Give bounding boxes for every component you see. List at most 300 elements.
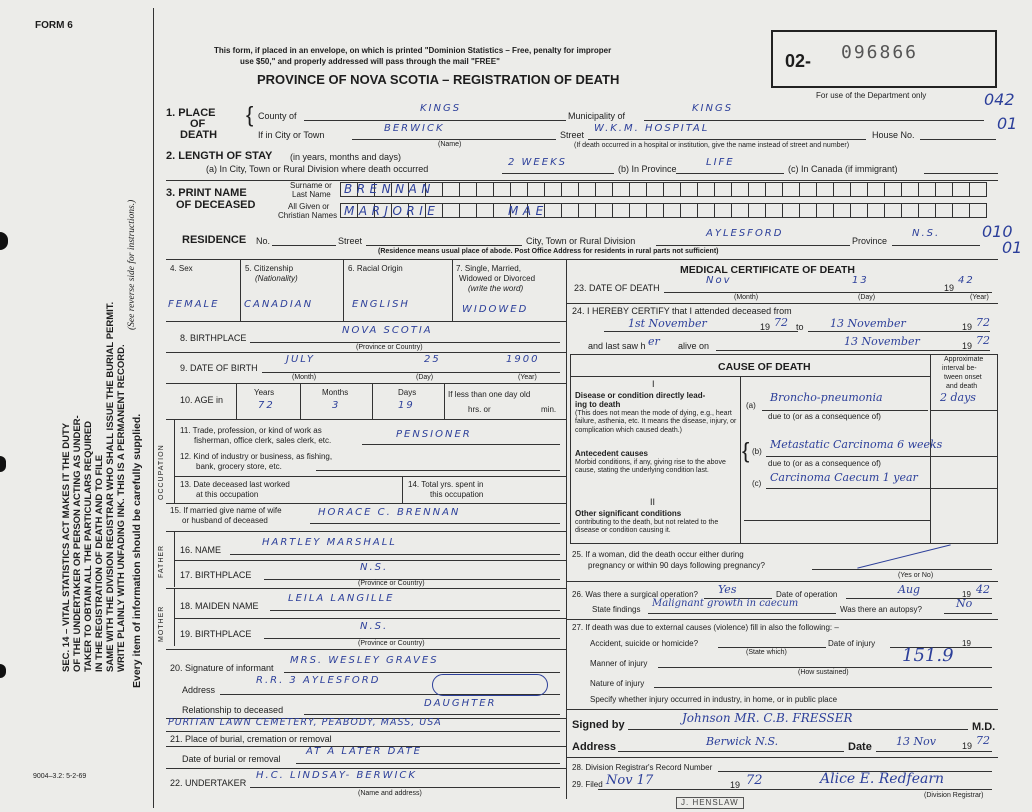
name-letter-box: [731, 203, 749, 218]
years-spent-label: 14. Total yrs. spent in: [408, 480, 484, 489]
name-letter-box: [510, 182, 528, 197]
given-label: All Given or: [288, 202, 330, 211]
occupation-side-label: OCCUPATION: [158, 444, 165, 500]
side-instruction-5: SAME WITH THE DIVISION REGISTRAR WHO SHALL ISSUE THE BURIAL PERMIT.: [105, 301, 116, 672]
hours-label: hrs. or: [468, 405, 491, 414]
alive-on-year-prefix: 19: [962, 341, 973, 351]
part-one-marker: I: [652, 379, 655, 389]
attended-to-year-prefix: 19: [962, 322, 973, 332]
interval-label-4: and death: [946, 383, 978, 390]
side-instruction-7: (See reverse side for instructions.): [127, 199, 137, 330]
date-of-death-label: 23. DATE OF DEATH: [574, 283, 660, 293]
name-letter-box: [833, 203, 851, 218]
name-letter-box: [952, 203, 970, 218]
name-letter-box: [527, 182, 545, 197]
doctor-address-label: Address: [572, 741, 617, 753]
length-of-stay-label: 2. LENGTH OF STAY: [166, 150, 273, 162]
name-letter-box: [935, 203, 953, 218]
underline: [284, 672, 560, 673]
place-label: 1. PLACE: [166, 107, 216, 119]
burial-place-label: 21. Place of burial, cremation or removal: [170, 734, 332, 744]
filed-year: 72: [746, 773, 763, 788]
relationship-value: DAUGHTER: [424, 698, 497, 709]
name-letter-box: [680, 203, 698, 218]
relationship-label: Relationship to deceased: [182, 705, 284, 715]
age-years-label: Years: [254, 388, 275, 397]
print-name-label: 3. PRINT NAME: [166, 187, 247, 199]
cell-divider: [444, 383, 445, 419]
attended-to-year: 72: [976, 316, 990, 329]
registration-number: 096866: [841, 42, 919, 63]
underline: [250, 787, 560, 788]
divider: [174, 618, 566, 619]
mother-name-value: LEILA LANGILLE: [288, 593, 395, 604]
surname-label: Surname or: [290, 181, 332, 190]
signed-by-label: Signed by: [572, 719, 625, 731]
informant-address-label: Address: [182, 685, 216, 695]
other-conditions-explanation: contributing to the death, but not related to the disease or condition causing it.: [575, 519, 719, 535]
undertaker-label: 22. UNDERTAKER: [170, 778, 247, 788]
stay-c-label: (c) In Canada (if immigrant): [788, 164, 898, 174]
name-letter-box: [459, 182, 477, 197]
name-letter-box: [952, 182, 970, 197]
column-divider: [566, 259, 567, 799]
dod-year-caption: (Year): [970, 294, 989, 301]
cause-c-value: Carcinoma Caecum 1 year: [770, 471, 918, 484]
signed-by-value: Johnson MR. C.B. FRESSER: [682, 711, 853, 725]
name-letter-box: [714, 203, 732, 218]
burial-place-value: PURITAN LAWN CEMETERY, PEABODY, MASS, USA: [168, 717, 442, 728]
trade-value: PENSIONER: [396, 429, 472, 440]
underline: [654, 687, 992, 688]
father-side-label: FATHER: [158, 544, 165, 578]
house-label: House No.: [872, 130, 915, 140]
underline: [230, 554, 560, 555]
underline: [676, 173, 784, 174]
divider: [174, 560, 566, 561]
autopsy-value: No: [956, 597, 973, 610]
underline: [262, 372, 560, 373]
operation-year-prefix: 19: [962, 590, 971, 599]
brace: {: [246, 102, 254, 127]
trade-label: 11. Trade, profession, or kind of work as: [180, 426, 322, 435]
name-letter-box: [918, 203, 936, 218]
underline: [762, 410, 928, 411]
informant-address: R.R. 3 AYLESFORD: [256, 675, 381, 686]
underline: [716, 350, 990, 351]
dob-day: 25: [424, 354, 441, 365]
doctor-date-year: 72: [976, 734, 990, 747]
dod-year-prefix: 19: [944, 283, 955, 293]
interval-label-1: Approximate: [944, 356, 984, 363]
place-label-death: DEATH: [180, 129, 218, 141]
injury-year-prefix: 19: [962, 639, 971, 648]
spouse-value: HORACE C. BRENNAN: [318, 507, 461, 518]
manner-label: Manner of injury: [590, 659, 648, 668]
form-number: FORM 6: [35, 20, 73, 31]
cell-divider: [300, 383, 301, 419]
doctor-address-value: Berwick N.S.: [706, 735, 779, 748]
q26-value: Yes: [718, 583, 737, 596]
divider: [166, 588, 566, 589]
name-letter-box: [629, 182, 647, 197]
underline: [304, 120, 566, 121]
operation-year: 42: [976, 583, 990, 596]
registration-number-box: [771, 30, 997, 88]
residence-code: 010: [982, 222, 1013, 241]
citizenship-value: CANADIAN: [244, 299, 314, 310]
age-days-label: Days: [398, 388, 417, 397]
injury-date-label: Date of injury: [828, 639, 876, 648]
age-months-label: Months: [322, 388, 349, 397]
city-value: BERWICK: [384, 123, 445, 134]
underline: [502, 173, 614, 174]
part-two-marker: II: [650, 497, 656, 507]
manner-value: 151.9: [902, 645, 954, 666]
frame-left: [153, 8, 154, 808]
name-letter-box: [612, 203, 630, 218]
father-name-label: 16. NAME: [180, 545, 222, 555]
mother-side-label: MOTHER: [158, 605, 165, 642]
years-spent-label-2: this occupation: [430, 490, 484, 499]
divider: [566, 709, 998, 710]
disease-explanation: (This does not mean the mode of dying, e.g., heart failure, asthenia, etc. It means the disease, injury, or complication which caused death.): [575, 410, 737, 434]
name-letter-box: [799, 182, 817, 197]
name-letter-box: [714, 182, 732, 197]
of-deceased-label: OF DECEASED: [176, 199, 256, 211]
form-footer-code: 9004–3.2: 5-2-69: [33, 773, 87, 780]
name-caption: (Name): [438, 141, 462, 148]
antecedent-label: Antecedent causes: [575, 449, 648, 458]
underline: [296, 763, 560, 764]
residence-note: (Residence means usual place of abode. Post Office Address for residents in rural parts not sufficient): [378, 248, 719, 255]
punch-mark: [0, 664, 6, 678]
month-caption: (Month): [292, 374, 317, 381]
underline: [264, 638, 560, 639]
underline: [766, 488, 998, 489]
street-label: Street: [560, 130, 585, 140]
to-label: to: [796, 322, 804, 332]
undertaker-value: H.C. LINDSAY- BERWICK: [256, 770, 417, 781]
industry-label-2: bank, grocery store, etc.: [196, 462, 282, 471]
underline: [316, 470, 560, 471]
name-letter-box: [442, 182, 460, 197]
attended-from-year: 72: [774, 316, 788, 329]
alive-on-value: 13 November: [844, 335, 920, 348]
brace: {: [742, 438, 750, 463]
last-worked-label: 13. Date deceased last worked: [180, 480, 290, 489]
dob-label: 9. DATE OF BIRTH: [180, 363, 258, 373]
side-instruction-8: Every item of information should be carefully supplied.: [131, 413, 143, 688]
dept-code-2: 01: [997, 114, 1018, 133]
specify-label: Specify whether injury occurred in industry, in home, or in public place: [590, 695, 838, 704]
divider: [166, 383, 566, 384]
interval-label-2: interval be-: [942, 365, 977, 372]
underline: [644, 120, 984, 121]
divider: [166, 419, 566, 420]
name-letter-box: [748, 203, 766, 218]
name-letter-box: [561, 203, 579, 218]
given-value: MARJORIE: [344, 204, 440, 218]
how-sustained-caption: (How sustained): [798, 669, 849, 676]
hospital-note: (If death occurred in a hospital or institution, give the name instead of street and number): [574, 142, 850, 149]
residence-street-label: Street: [338, 236, 363, 246]
given-label-2: Christian Names: [278, 211, 338, 220]
punch-mark: [0, 232, 8, 250]
underline: [310, 523, 560, 524]
racial-value: ENGLISH: [352, 299, 410, 310]
divider: [166, 503, 566, 504]
doctor-date-value: 13 Nov: [896, 735, 936, 748]
dob-month: JULY: [286, 354, 315, 365]
given-value-2: MAE: [508, 204, 548, 218]
disease-label: Disease or condition directly lead-: [575, 391, 706, 400]
cause-of-death-title: CAUSE OF DEATH: [718, 361, 811, 373]
accident-label: Accident, suicide or homicide?: [590, 639, 699, 648]
underline: [718, 647, 826, 648]
underline: [892, 245, 980, 246]
sex-value: FEMALE: [168, 299, 220, 310]
underline: [272, 245, 336, 246]
q25-label-2: pregnancy or within 90 days following pregnancy?: [588, 561, 765, 570]
alive-on-label: alive on: [678, 341, 710, 351]
attended-from-year-prefix: 19: [760, 322, 771, 332]
trade-label-2: fisherman, office clerk, sales clerk, etc.: [194, 436, 332, 445]
informant-name: MRS. WESLEY GRAVES: [290, 655, 439, 666]
age-days-value: 19: [398, 400, 415, 411]
place-label-of: OF: [190, 118, 206, 130]
operation-date-value: Aug: [898, 583, 921, 596]
underline: [766, 456, 998, 457]
md-label: M.D.: [972, 721, 996, 733]
name-letter-box: [612, 182, 630, 197]
cell-divider: [174, 419, 175, 503]
due-to-label-2: due to (or as a consequence of): [768, 459, 881, 468]
name-letter-box: [816, 182, 834, 197]
name-letter-box: [561, 182, 579, 197]
antecedent-explanation: Morbid conditions, if any, giving rise to the above cause, stating the underlying condition last.: [575, 459, 726, 475]
cell-divider: [236, 383, 237, 419]
cell-divider: [452, 259, 453, 321]
citizenship-label: 5. Citizenship: [245, 264, 294, 273]
divider: [166, 768, 566, 769]
municipality-label: Municipality of: [568, 111, 626, 121]
name-letter-box: [850, 203, 868, 218]
yes-no-caption: (Yes or No): [898, 572, 934, 579]
day-caption: (Day): [416, 374, 434, 381]
county-value: KINGS: [420, 103, 462, 114]
name-letter-box: [969, 203, 987, 218]
name-letter-box: [782, 182, 800, 197]
underline: [352, 139, 556, 140]
name-letter-box: [833, 182, 851, 197]
street-value: W.K.M. HOSPITAL: [594, 123, 710, 134]
strike-mark: [857, 544, 950, 568]
name-letter-box: [918, 182, 936, 197]
county-label: County of: [258, 111, 297, 121]
cell-divider: [174, 531, 175, 587]
industry-label: 12. Kind of industry or business, as fishing,: [180, 452, 333, 461]
name-letter-box: [867, 203, 885, 218]
name-letter-box: [663, 203, 681, 218]
underline: [166, 731, 560, 732]
registrar-signature: Alice E. Redfearn: [820, 771, 945, 787]
name-letter-box: [442, 203, 460, 218]
underline: [270, 610, 560, 611]
residence-code-2: 01: [1002, 238, 1023, 257]
underline: [744, 520, 930, 521]
attended-to-value: 13 November: [830, 317, 906, 330]
mother-birthplace-caption: (Province or Country): [358, 640, 425, 647]
underline: [930, 410, 998, 411]
citizenship-sub: (Nationality): [255, 274, 298, 283]
underline: [618, 751, 844, 752]
year-caption: (Year): [518, 374, 537, 381]
father-birthplace-value: N.S.: [360, 562, 389, 573]
doctor-year-prefix: 19: [962, 741, 973, 751]
residence-city-value: AYLESFORD: [706, 228, 784, 239]
divider: [166, 531, 566, 532]
name-letter-box: [850, 182, 868, 197]
surname-value: BRENNAN: [344, 182, 435, 196]
stay-b-label: (b) In Province: [618, 164, 677, 174]
underline: [656, 245, 850, 246]
punch-mark: [0, 456, 6, 472]
birthplace-caption: (Province or Country): [356, 344, 423, 351]
name-letter-box: [782, 203, 800, 218]
name-letter-box: [680, 182, 698, 197]
less-than-day-label: If less than one day old: [448, 390, 531, 399]
birthplace-value: NOVA SCOTIA: [342, 325, 433, 336]
cell-divider: [343, 259, 344, 321]
underline: [648, 613, 836, 614]
dept-code-1: 042: [984, 90, 1015, 109]
q25-label: 25. If a woman, did the death occur either during: [572, 550, 744, 559]
cause-b-label: (b): [752, 447, 762, 456]
side-instruction-3: TAKER TO OBTAIN ALL THE PARTICULARS REQUIRED: [83, 420, 94, 672]
name-letter-box: [697, 182, 715, 197]
length-of-stay-sub: (in years, months and days): [290, 152, 402, 162]
divider: [566, 303, 998, 304]
residence-no-label: No.: [256, 236, 271, 246]
form-title: PROVINCE OF NOVA SCOTIA – REGISTRATION OF DEATH: [257, 72, 620, 87]
cause-a-label: (a): [746, 401, 756, 410]
name-letter-box: [901, 182, 919, 197]
disease-label-2: ing to death: [575, 400, 621, 409]
cell-divider: [174, 588, 175, 646]
birthplace-label: 8. BIRTHPLACE: [180, 333, 247, 343]
name-letter-box: [765, 182, 783, 197]
certify-label: 24. I HEREBY CERTIFY that I attended deceased from: [572, 306, 792, 316]
divider: [166, 352, 566, 353]
underline: [812, 569, 992, 570]
mother-name-label: 18. MAIDEN NAME: [180, 601, 259, 611]
name-letter-box: [578, 203, 596, 218]
age-years-value: 72: [258, 400, 275, 411]
mother-birthplace-label: 19. BIRTHPLACE: [180, 629, 252, 639]
underline: [876, 751, 992, 752]
medical-certificate-title: MEDICAL CERTIFICATE OF DEATH: [680, 264, 855, 276]
mother-birthplace-value: N.S.: [360, 621, 389, 632]
dept-note: For use of the Department only: [816, 91, 927, 100]
cause-b-value: Metastatic Carcinoma 6 weeks: [770, 438, 943, 451]
father-birthplace-label: 17. BIRTHPLACE: [180, 570, 252, 580]
autopsy-label: Was there an autopsy?: [840, 605, 922, 614]
nature-label: Nature of injury: [590, 679, 645, 688]
name-letter-box: [544, 182, 562, 197]
municipality-value: KINGS: [692, 103, 734, 114]
racial-label: 6. Racial Origin: [348, 264, 403, 273]
mail-notice-1: This form, if placed in an envelope, on which is printed "Dominion Statistics – Free, penalty for improper: [214, 46, 612, 55]
q26-label: 26. Was there a surgical operation?: [572, 590, 698, 599]
side-instruction-6: WRITE PLAINLY WITH UNFADING INK. THIS IS A PERMANENT RECORD.: [116, 344, 127, 672]
sex-label: 4. Sex: [170, 264, 193, 273]
attended-from-value: 1st November: [628, 317, 707, 330]
name-letter-box: [476, 182, 494, 197]
interval-a-value: 2 days: [940, 391, 976, 404]
surname-label-2: Last Name: [292, 190, 331, 199]
divider: [566, 619, 998, 620]
spouse-label: 15. If married give name of wife: [170, 506, 282, 515]
underline: [362, 444, 560, 445]
name-letter-box: [748, 182, 766, 197]
name-letter-box: [884, 182, 902, 197]
name-letter-box: [595, 203, 613, 218]
divider: [174, 476, 566, 477]
alive-on-year: 72: [976, 334, 990, 347]
marital-label: 7. Single, Married,: [456, 264, 521, 273]
residence-city-label: City, Town or Rural Division: [526, 236, 636, 246]
mail-notice-2: use $50," and properly addressed will pass through the mail "FREE": [240, 57, 500, 66]
divider: [566, 581, 998, 582]
underline: [658, 667, 992, 668]
last-saw-value: er: [648, 335, 660, 348]
name-letter-box: [867, 182, 885, 197]
name-letter-box: [578, 182, 596, 197]
name-letter-box: [799, 203, 817, 218]
cell-divider: [402, 476, 403, 503]
dod-month-caption: (Month): [734, 294, 759, 301]
last-worked-label-2: at this occupation: [196, 490, 259, 499]
divider: [570, 376, 930, 377]
doctor-date-label: Date: [848, 741, 872, 753]
underline: [588, 139, 866, 140]
minutes-label: min.: [541, 405, 557, 414]
due-to-label: due to (or as a consequence of): [768, 412, 881, 421]
divider: [166, 649, 566, 650]
q27-label: 27. If death was due to external causes (violence) fill in also the following: –: [572, 623, 839, 632]
name-letter-box: [663, 182, 681, 197]
name-letter-box: [493, 182, 511, 197]
underline: [920, 139, 996, 140]
marital-value: WIDOWED: [462, 304, 529, 315]
name-letter-box: [629, 203, 647, 218]
dod-month: Nov: [706, 275, 732, 286]
marital-label-2: Widowed or Divorced: [459, 274, 536, 283]
underline: [628, 729, 968, 730]
age-months-value: 3: [332, 400, 341, 411]
filed-label: 29. Filed: [572, 780, 603, 789]
cell-divider: [240, 259, 241, 321]
name-letter-box: [476, 203, 494, 218]
cell-divider: [372, 383, 373, 419]
underline: [366, 245, 522, 246]
dod-day-caption: (Day): [858, 294, 876, 301]
city-label: If in City or Town: [258, 130, 325, 140]
underline: [924, 173, 998, 174]
marital-sub: (write the word): [468, 284, 524, 293]
residence-province-value: N.S.: [912, 228, 941, 239]
